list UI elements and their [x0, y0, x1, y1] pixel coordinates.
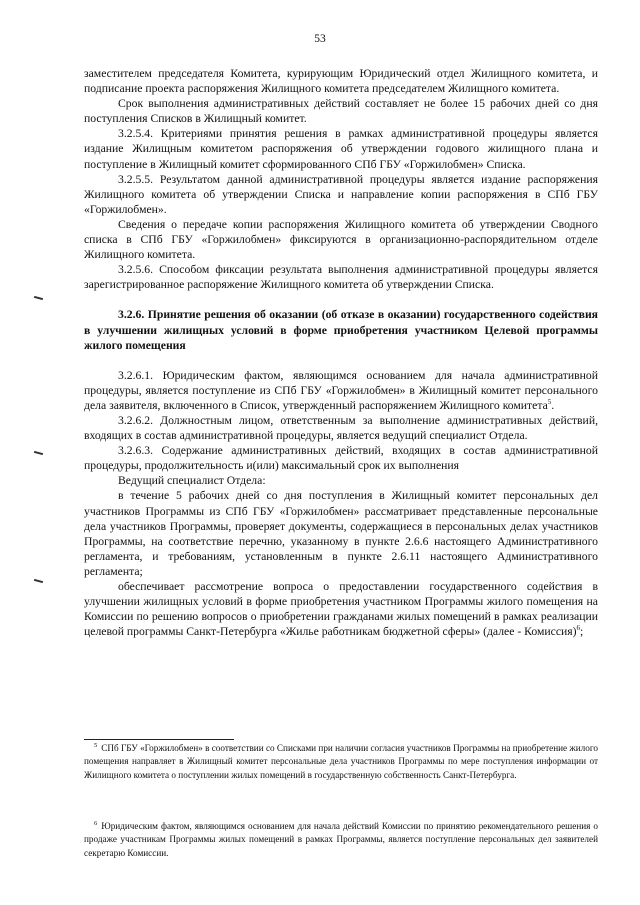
paragraph — [84, 579, 598, 639]
paragraph: 3.2.5.6. Способом фиксации результата выполнения административной процедуры является зарегистрированное распоряжение Жилищного комитета об утверждении Списка. — [84, 263, 598, 292]
footnote-divider — [84, 739, 234, 740]
footnote-ref-6: 6 — [576, 624, 581, 633]
paragraph: в течение 5 рабочих дней со дня поступления в Жилищный комитет персональных дел участников Программы из СПб ГБУ «Горжилобмен» рассматривает представленные персональные дела участников Программы, проверяет документы, содержащиеся в персональных делах участников Программы, на соответствие перечню, указанному в пункте 2.6.6 настоящего Административного регламента, и требованиям, установленным в пункте 2.6.11 настоящего Административного регламента; — [84, 489, 598, 578]
scan-artifact-mark — [34, 451, 43, 455]
footnote-number: 5 — [94, 741, 98, 749]
footnote-5 — [84, 742, 598, 782]
section-heading: 3.2.6. Принятие решения об оказании (об отказе в оказании) государственного содействия в улучшении жилищных условий в форме приобретения участником Целевой программы жилого помещения — [84, 308, 598, 352]
footnote-6 — [84, 820, 598, 860]
paragraph-tail: ; — [580, 625, 584, 639]
footnote-text: Юридическим фактом, являющимся основанием для начала действий Комиссии по принятию рекомендательного решения о продаже участникам Программы жилых помещений в рамках Программы, является поступление персональных дел заявителей секретарю Комиссии. — [84, 821, 598, 858]
footnote-text: СПб ГБУ «Горжилобмен» в соответствии со Списками при наличии согласия участников Программы на приобретение жилого помещения направляет в Жилищный комитет персональные дела участников Программы по мере поступления информации от Жилищного комитета о поступлении жилых помещений в государственную собственность Санкт-Петербурга. — [84, 743, 598, 780]
scan-artifact-mark — [34, 579, 43, 583]
paragraph: Сведения о передаче копии распоряжения Жилищного комитета об утверждении Сводного списка в СПб ГБУ «Горжилобмен» фиксируются в организационно-распорядительном отделе Жилищного комитета. — [84, 217, 598, 262]
footnote-ref-5: 5 — [547, 397, 552, 406]
paragraph: 3.2.6.2. Должностным лицом, ответственным за выполнение административных действий, входящих в состав административной процедуры, является ведущий специалист Отдела. — [84, 413, 598, 443]
footnote-number: 6 — [94, 819, 98, 827]
paragraph: 3.2.6.3. Содержание административных действий, входящих в состав административной процедуры, продолжительность и(или) максимальный срок их выполнения — [84, 444, 598, 473]
paragraph: 3.2.5.5. Результатом данной административной процедуры является издание распоряжения Жилищного комитета об утверждении Списка и направление копии распоряжения в СПб ГБУ «Горжилобмен». — [84, 172, 598, 216]
paragraph-text: 3.2.6.1. Юридическим фактом, являющимся основанием для начала административной процедуры, является поступление из СПб ГБУ «Горжилобмен» в Жилищный комитет персонального дела заявителя, включенного в Список, утвержденный распоряжением Жилищного комитета — [84, 368, 598, 412]
paragraph: Ведущий специалист Отдела: — [118, 474, 266, 488]
paragraph-text: обеспечивает рассмотрение вопроса о предоставлении государственного содействия в улучшении жилищных условий в форме приобретения участником Программы жилого помещения на Комиссии по решению вопросов о приобретении гражданами жилых помещений в рамках реализации целевой программы Санкт-Петербурга «Жилье работникам бюджетной сферы» (далее - Комиссия) — [84, 580, 598, 639]
paragraph — [84, 368, 598, 413]
paragraph-tail: . — [551, 398, 555, 412]
paragraph: 3.2.5.4. Критериями принятия решения в рамках административной процедуры является издание Жилищным комитетом распоряжения об утверждении годового жилищного плана и поступление в Жилищный комитет сформированного СПб ГБУ «Горжилобмен» Списка. — [84, 127, 598, 171]
document-body — [84, 66, 598, 639]
scan-artifact-mark — [34, 296, 43, 300]
paragraph: заместителем председателя Комитета, курирующим Юридический отдел Жилищного комитета, и подписание проекта распоряжения Жилищного комитета председателем Жилищного комитета. — [84, 67, 598, 96]
paragraph: Срок выполнения административных действий составляет не более 15 рабочих дней со дня поступления Списков в Жилищный комитет. — [84, 97, 598, 126]
page-number: 53 — [314, 33, 326, 45]
